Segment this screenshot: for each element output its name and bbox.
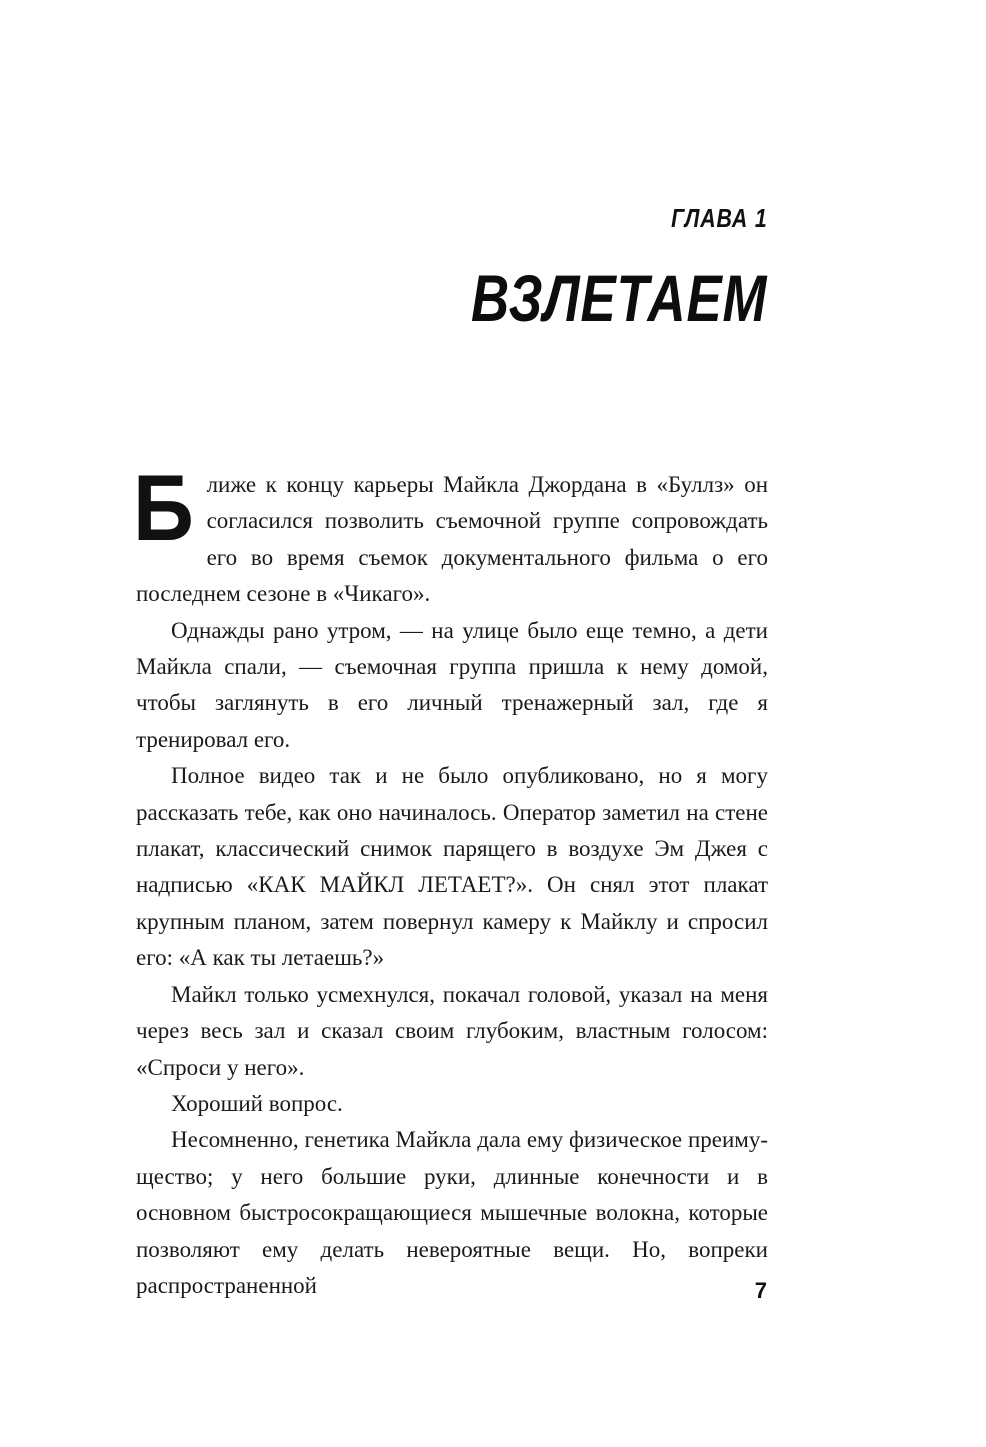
paragraph-5: Хороший вопрос. [171, 1090, 343, 1116]
page-number: 7 [754, 1278, 767, 1303]
paragraph-1 [133, 455, 768, 613]
paragraph-2: Однажды рано утром, — на улице было еще темно, а дети Майкла спали, — съемочная группа пришла к нему домой, чтобы заглянуть в его личный тренажерный зал, где я тренировал его. [136, 617, 768, 752]
paragraph-4: Майкл только усмехнулся, покачал головой, указал на меня через весь зал и сказал своим глубоким, властным голосом: «Спроси у него». [136, 981, 768, 1080]
chapter-body [133, 455, 768, 1304]
chapter-label: ГЛАВА 1 [670, 203, 767, 233]
drop-cap: Б [133, 455, 194, 560]
paragraph-6: Несомненно, генетика Майкла дала ему физическое преимущество; у него большие руки, длинные конечности и в основном быстросокращающиеся мышечные волокна, которые позволяют ему делать невероятные вещи. Но, вопреки распространенной [136, 1127, 768, 1298]
paragraph-1-text: лиже к концу карьеры Майкла Джордана в «Буллз» он согласился позволить съемочной группе сопровождать его во время съемок документального фильма о его последнем сезоне в «Чикаго». [136, 472, 768, 607]
chapter-title: ВЗЛЕТАЕМ [470, 261, 767, 335]
paragraph-3: Полное видео так и не было опубликовано, но я могу рассказать тебе, как оно начиналось. Оператор заметил на стене плакат, классический снимок парящего в воздухе Эм Джея с надписью «КАК МАЙКЛ ЛЕТАЕТ?». Он снял этот плакат крупным планом, затем повернул камеру к Майклу и спросил его: «А как ты летаешь?» [136, 763, 768, 971]
